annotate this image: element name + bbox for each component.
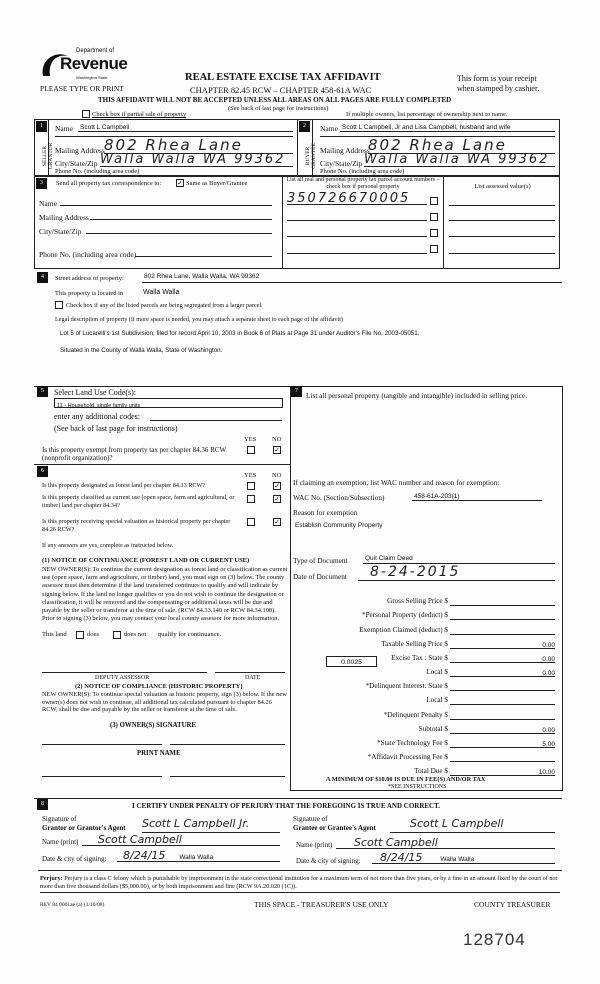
forest-question: Is this property designated as forest land per chapter 84.33 RCW? bbox=[42, 482, 206, 489]
parcel-field-1[interactable] bbox=[287, 192, 427, 205]
section-5-badge: 5 bbox=[37, 386, 48, 397]
fee-label: Exemption Claimed (deduct) $ bbox=[359, 626, 448, 634]
dor-logo bbox=[40, 48, 128, 82]
divider bbox=[38, 870, 562, 871]
deputy-assessor-label: DEPUTY ASSESSOR bbox=[95, 675, 150, 681]
perjury-text: Perjury is a class C felony which is punishable by imprisonment in the state correctional institution for a maximum term of not more than five years, or by a fine in an amount fixed by the court of not more than five thousand dollars ($5,000.00), or by both imprisonment and fine (RCW 9A.20.020 (1C)). bbox=[40, 875, 558, 890]
fee-field[interactable] bbox=[450, 668, 555, 677]
section-7-badge: 7 bbox=[291, 386, 302, 397]
buyer-name: Scott L Campbell, Jr and Lisa Campbell, husband and wife bbox=[342, 124, 511, 131]
see-back: (See back of last page for instructions) bbox=[228, 105, 329, 112]
see-instructions: *SEE INSTRUCTIONS bbox=[388, 784, 447, 790]
perjury-bold: Perjury: bbox=[40, 875, 63, 882]
notice-compliance-title: (2) NOTICE OF COMPLIANCE (HISTORIC PROPERTY) bbox=[75, 683, 243, 690]
date-label: DATE bbox=[245, 675, 261, 681]
warning-line: THIS AFFIDAVIT WILL NOT BE ACCEPTED UNLESS ALL AREAS ON ALL PAGES ARE FULLY COMPLETED bbox=[98, 96, 452, 104]
fee-value: 0.00 bbox=[542, 642, 555, 649]
divider bbox=[34, 464, 290, 465]
grantee-city: Walla Walla bbox=[440, 856, 475, 863]
grantor-date-label: Date & city of signing: bbox=[42, 855, 107, 863]
fee-field[interactable] bbox=[450, 682, 555, 691]
doc-date-label: Date of Document bbox=[293, 572, 347, 581]
historic-question: Is this property receiving special valuation as historical property per chapter 84.26 RCW? bbox=[42, 518, 231, 533]
fee-label: Excise Tax : State $ bbox=[391, 654, 448, 662]
logo-name: Revenue bbox=[60, 54, 128, 73]
section-2-badge: 2 bbox=[299, 121, 310, 132]
owner-sig-line-2[interactable] bbox=[170, 744, 285, 745]
this-land-label: This land bbox=[42, 631, 67, 638]
partial-sale-checkbox[interactable] bbox=[82, 110, 90, 118]
print-name-line-2[interactable] bbox=[170, 776, 285, 777]
assessed-field-2[interactable] bbox=[449, 220, 555, 221]
fee-label: *Delinquent Interest: State $ bbox=[365, 682, 448, 690]
corr-name-label: Name bbox=[39, 199, 57, 208]
fee-label: Local $ bbox=[426, 696, 448, 704]
treasurer-space: THIS SPACE - TREASURER'S USE ONLY bbox=[254, 900, 389, 909]
no-header: NO bbox=[272, 436, 282, 443]
fee-field[interactable] bbox=[450, 753, 555, 762]
partial-sale-label: Check box if partial sale of property bbox=[92, 111, 187, 118]
land-use-value: 11 - Household, single family units bbox=[57, 403, 141, 409]
grantee-sig-label-2: Grantee or Grantee's Agent bbox=[293, 824, 376, 832]
print-name-line-1[interactable] bbox=[42, 776, 162, 777]
seller-name: Scott L Campbell bbox=[80, 124, 130, 131]
parcel-field-4[interactable] bbox=[287, 253, 427, 254]
buyer-phone-label: Phone No. (including area code) bbox=[320, 168, 405, 175]
grantee-signature[interactable] bbox=[390, 818, 555, 833]
parcel-field-2[interactable] bbox=[287, 220, 427, 221]
section-4-badge: 4 bbox=[37, 272, 48, 283]
reason-label: Reason for exemption bbox=[293, 508, 358, 517]
seller-mail-label: Mailing Address bbox=[55, 146, 105, 155]
seller-name-field[interactable] bbox=[78, 122, 293, 132]
doc-type-field[interactable] bbox=[363, 553, 555, 564]
land-use-label: Select Land Use Code(s): bbox=[54, 388, 136, 397]
fee-label: Taxable Selling Price $ bbox=[381, 640, 448, 648]
corr-mail-label: Mailing Address bbox=[39, 213, 89, 222]
assessed-field-3[interactable] bbox=[449, 236, 555, 237]
corr-phone-label: Phone No. (including area code) bbox=[39, 250, 137, 259]
buyer-name-label: Name bbox=[320, 124, 338, 133]
deputy-assessor-sig-line[interactable] bbox=[42, 672, 207, 673]
divider bbox=[290, 386, 291, 791]
reason-value: Establish Community Property bbox=[295, 522, 383, 529]
receipt-line2: when stamped by cashier. bbox=[457, 84, 540, 93]
fee-field[interactable] bbox=[450, 767, 555, 776]
historic-no-checkbox[interactable]: ✓ bbox=[274, 518, 280, 526]
forest-no-checkbox[interactable]: ✓ bbox=[274, 482, 280, 490]
form-number: REV 84 0001ae (a) (1/10/08) bbox=[40, 902, 105, 908]
grantor-date-field[interactable] bbox=[117, 850, 280, 862]
please-type: PLEASE TYPE OR PRINT bbox=[40, 84, 124, 93]
assessed-field-4[interactable] bbox=[449, 253, 555, 254]
fee-field[interactable] bbox=[450, 739, 555, 748]
divider bbox=[290, 790, 562, 791]
fee-field[interactable] bbox=[450, 654, 555, 663]
grantor-sig-label-2: Grantor or Grantor's Agent bbox=[42, 824, 126, 832]
current-use-no-checkbox[interactable]: ✓ bbox=[274, 495, 280, 503]
parcel-number: 350726670005 bbox=[287, 191, 411, 206]
buyer-mail: 802 Rhea Lane bbox=[368, 136, 507, 154]
divider bbox=[443, 176, 444, 269]
seller-side-label: SELLER GRANTOR bbox=[42, 142, 54, 170]
parcel-field-3[interactable] bbox=[287, 236, 427, 237]
fee-label: Subtotal $ bbox=[418, 725, 448, 733]
corr-city-field[interactable] bbox=[86, 226, 272, 234]
buyer-side-label: BUYER GRANTEE bbox=[305, 143, 317, 169]
grantor-date: 8/24/15 bbox=[123, 849, 166, 862]
buyer-city-field[interactable] bbox=[364, 153, 555, 167]
grantor-signature[interactable] bbox=[142, 818, 280, 833]
street-address: 802 Rhea Lane, Walla Walla, WA 99362 bbox=[144, 273, 260, 280]
fee-field[interactable] bbox=[450, 640, 555, 649]
grantee-signature-text: Scott L Campbell bbox=[410, 817, 504, 830]
county-treasurer: COUNTY TREASURER bbox=[474, 900, 551, 909]
grantee-name-label: Name (print) bbox=[296, 841, 333, 849]
fee-field[interactable] bbox=[450, 725, 555, 734]
doc-date-value: 8-24-2015 bbox=[370, 564, 461, 580]
same-as-buyer-label: Same as Buyer/Grantee bbox=[186, 180, 248, 187]
section-1-badge: 1 bbox=[36, 121, 47, 132]
legal-line-2: Situated in the County of Walla Walla, State of Washington. bbox=[60, 347, 223, 354]
grantor-name-field[interactable] bbox=[82, 834, 280, 846]
exempt-yes-checkbox[interactable] bbox=[247, 446, 255, 454]
divider bbox=[297, 119, 298, 176]
street-field[interactable] bbox=[142, 271, 562, 283]
assessed-header: List assessed value(s) bbox=[474, 183, 531, 190]
fee-field[interactable] bbox=[450, 626, 555, 635]
historic-yes-checkbox[interactable] bbox=[247, 518, 255, 526]
wac-label: WAC No. (Section/Subsection) bbox=[293, 493, 385, 502]
fee-label: *State Technology Fee $ bbox=[376, 739, 448, 747]
minimum-notice: A MINIMUM OF $10.00 IS DUE IN FEE(S) AND/OR TAX bbox=[326, 776, 486, 783]
print-name-label: PRINT NAME bbox=[137, 750, 181, 757]
seller-name-label: Name bbox=[55, 124, 73, 133]
fee-label: Local $ bbox=[426, 668, 448, 676]
fee-value: 0.00 bbox=[542, 727, 555, 734]
multiple-owners-note: If multiple owners, list percentage of ownership next to name. bbox=[346, 111, 508, 118]
current-use-question: Is this property classified as current use (open space, farm and agricultural, or timber) land per chapter 84.34? bbox=[42, 494, 235, 509]
personal-property-checkbox-2[interactable] bbox=[430, 213, 438, 221]
segregated-checkbox[interactable] bbox=[55, 301, 63, 309]
seller-city-field[interactable] bbox=[100, 153, 293, 167]
legal-label: Legal description of property (if more space is needed, you may attach a separate sheet to each page of the affidavit) bbox=[55, 316, 343, 323]
grantee-date-label: Date & city of signing: bbox=[296, 857, 361, 865]
fee-value: 10.00 bbox=[538, 769, 555, 776]
doc-type-value: Quit Claim Deed bbox=[365, 555, 413, 562]
does-not-label: does not bbox=[124, 631, 147, 638]
grantor-signature-text: Scott L Campbell Jr. bbox=[142, 817, 250, 830]
wac-value: 458-61A-203(1) bbox=[414, 493, 460, 500]
grantor-sig-label-1: Signature of bbox=[42, 815, 77, 823]
same-as-buyer-checkbox[interactable]: ✓ bbox=[177, 179, 183, 187]
fee-label: *Affidavit Processing Fee $ bbox=[367, 753, 448, 761]
divider bbox=[34, 798, 562, 799]
form-title: REAL ESTATE EXCISE TAX AFFIDAVIT bbox=[185, 72, 381, 83]
seller-city: Walla Walla WA 99362 bbox=[100, 152, 286, 167]
doc-type-label: Type of Document bbox=[293, 556, 348, 565]
fee-field[interactable] bbox=[450, 696, 555, 705]
grantor-city: Walla Walla bbox=[179, 854, 214, 861]
exemption-label: If claiming an exemption, list WAC number and reason for exemption: bbox=[293, 478, 500, 487]
personal-property-label: List all personal property (tangible and intangible) included in selling price. bbox=[306, 391, 528, 400]
corr-mail-field[interactable] bbox=[90, 212, 272, 220]
corr-city-label: City/State/Zip bbox=[39, 227, 82, 236]
does-label: does bbox=[87, 631, 100, 638]
grantee-date-field[interactable] bbox=[372, 852, 555, 864]
perjury-notice bbox=[40, 875, 560, 893]
qualify-label: qualify for continuance. bbox=[158, 631, 222, 638]
yes-header-6: YES bbox=[244, 472, 257, 479]
grantor-name: Scott Campbell bbox=[98, 833, 182, 846]
doc-date-field[interactable] bbox=[358, 565, 555, 581]
fee-label: Total Due $ bbox=[414, 767, 448, 775]
section-6-badge: 6 bbox=[37, 466, 48, 477]
section-8-badge: 8 bbox=[37, 799, 48, 810]
fee-field[interactable] bbox=[450, 597, 555, 606]
additional-codes-field[interactable] bbox=[150, 412, 282, 421]
divider bbox=[562, 386, 563, 791]
logo-dept: Department of bbox=[76, 48, 115, 54]
send-correspondence-label: Send all property tax correspondence to: bbox=[56, 180, 162, 187]
parcel-header: List all real and personal property tax parcel account numbers – check box if personal property bbox=[286, 177, 440, 190]
assessed-field-1[interactable] bbox=[449, 205, 555, 206]
notice-continuance-title: (1) NOTICE OF CONTINUANCE (FOREST LAND OR CURRENT USE) bbox=[42, 557, 250, 564]
logo-state: Washington State bbox=[76, 75, 108, 80]
located-value: Walla Walla bbox=[143, 289, 180, 296]
forest-yes-checkbox[interactable] bbox=[247, 482, 255, 490]
owner-sig-line-1[interactable] bbox=[42, 744, 162, 745]
assessor-date-line[interactable] bbox=[215, 672, 285, 673]
current-use-yes-checkbox[interactable] bbox=[247, 495, 255, 503]
notice-compliance-body: NEW OWNER(S): To continue special valuation as historic property, sign (3) below. If the new owner(s) does not wish to continue, all additional tax calculated pursuant to chapter 84.26 RCW, shall be due and payable by the seller or transferor at the time of sale. bbox=[42, 691, 287, 713]
additional-codes-label: enter any additional codes: bbox=[54, 412, 140, 421]
buyer-mail-label: Mailing Address bbox=[320, 146, 370, 155]
buyer-city-label: City/State/Zip bbox=[320, 159, 363, 168]
wac-field[interactable] bbox=[412, 491, 542, 501]
personal-property-checkbox-3[interactable] bbox=[430, 229, 438, 237]
does-not-checkbox[interactable] bbox=[113, 631, 121, 639]
certify-statement: I CERTIFY UNDER PENALTY OF PERJURY THAT THE FOREGOING IS TRUE AND CORRECT. bbox=[132, 802, 441, 810]
notice-continuance-body: NEW OWNER(S): To continue the current designation as forest land or classification as current use (open space, farm and agriculture, or timber) land, you must sign on (3) below. The county assessor must then determine if the land transferred continues to qualify and will indicate by signing below. If the land no longer qualifies or you do not wish to continue the designation or classification, it will be removed and the compensating or additional taxes will be due and payable by the seller or transferor at the time of sale. (RCW 84.33.140 or RCW 84.34.108). Prior to signing (3) below, you may contact your local county assessor for more information. bbox=[42, 566, 288, 623]
exempt-no-checkbox[interactable]: ✓ bbox=[274, 446, 280, 454]
seller-phone-label: Phone No. (including area code) bbox=[55, 168, 140, 175]
fee-label: *Personal Property (deduct) $ bbox=[361, 611, 448, 619]
fee-value: 0.00 bbox=[542, 656, 555, 663]
fee-label: *Delinquent Penalty $ bbox=[383, 711, 448, 719]
chapter-line: CHAPTER 82.45 RCW – CHAPTER 458-61A WAC bbox=[190, 85, 372, 95]
located-label: This property is located in bbox=[55, 290, 124, 297]
corr-name-field[interactable] bbox=[60, 198, 272, 206]
personal-property-checkbox-1[interactable] bbox=[430, 197, 438, 205]
corr-phone-field[interactable] bbox=[135, 249, 272, 257]
owner-signature-label: (3) OWNER(S) SIGNATURE bbox=[110, 722, 196, 729]
fee-field[interactable] bbox=[450, 611, 555, 620]
grantor-name-label: Name (print) bbox=[42, 838, 79, 846]
receipt-line1: This form is your receipt bbox=[457, 74, 537, 83]
yes-header: YES bbox=[244, 436, 257, 443]
if-yes-note: If any answers are yes, complete as instructed below. bbox=[42, 542, 174, 549]
fee-field[interactable] bbox=[450, 711, 555, 720]
local-rate: 0.0025 bbox=[341, 659, 362, 666]
grantee-sig-label-1: Signature of bbox=[293, 815, 328, 823]
no-header-6: NO bbox=[272, 472, 282, 479]
street-label: Street address of property: bbox=[55, 275, 124, 282]
land-use-select[interactable] bbox=[54, 398, 283, 408]
receipt-number: 128704 bbox=[463, 930, 526, 949]
segregated-label: Check box if any of the listed parcels are being segregated from a larger parcel. bbox=[66, 302, 263, 309]
fee-label: Gross Selling Price $ bbox=[387, 597, 448, 605]
buyer-name-field[interactable] bbox=[340, 122, 555, 132]
local-rate-field[interactable] bbox=[326, 656, 377, 667]
personal-property-checkbox-4[interactable] bbox=[430, 245, 438, 253]
legal-line-1: Lot 5 of Lucarelli's 1st Subdivision, filed for record April 10, 2003 in Book 6 of Plats at Page 31 under Auditor's File No. 2003-05051. bbox=[60, 330, 420, 337]
fee-value: 0.00 bbox=[542, 670, 555, 677]
section-3-badge: 3 bbox=[36, 178, 47, 189]
grantee-date: 8/24/15 bbox=[380, 851, 423, 864]
exempt-question: Is this property exempt from property tax per chapter 84.36 RCW (nonprofit organization)? bbox=[42, 446, 226, 462]
grantee-name-field[interactable] bbox=[336, 837, 555, 849]
land-use-see-back: (See back of last page for instructions) bbox=[54, 424, 178, 433]
buyer-city: Walla Walla WA 99362 bbox=[364, 152, 550, 167]
grantee-name: Scott Campbell bbox=[354, 836, 438, 849]
divider bbox=[282, 176, 283, 269]
seller-city-label: City/State/Zip bbox=[55, 159, 98, 168]
seller-mail: 802 Rhea Lane bbox=[104, 136, 243, 154]
does-checkbox[interactable] bbox=[76, 631, 84, 639]
fee-value: 5.00 bbox=[542, 741, 555, 748]
